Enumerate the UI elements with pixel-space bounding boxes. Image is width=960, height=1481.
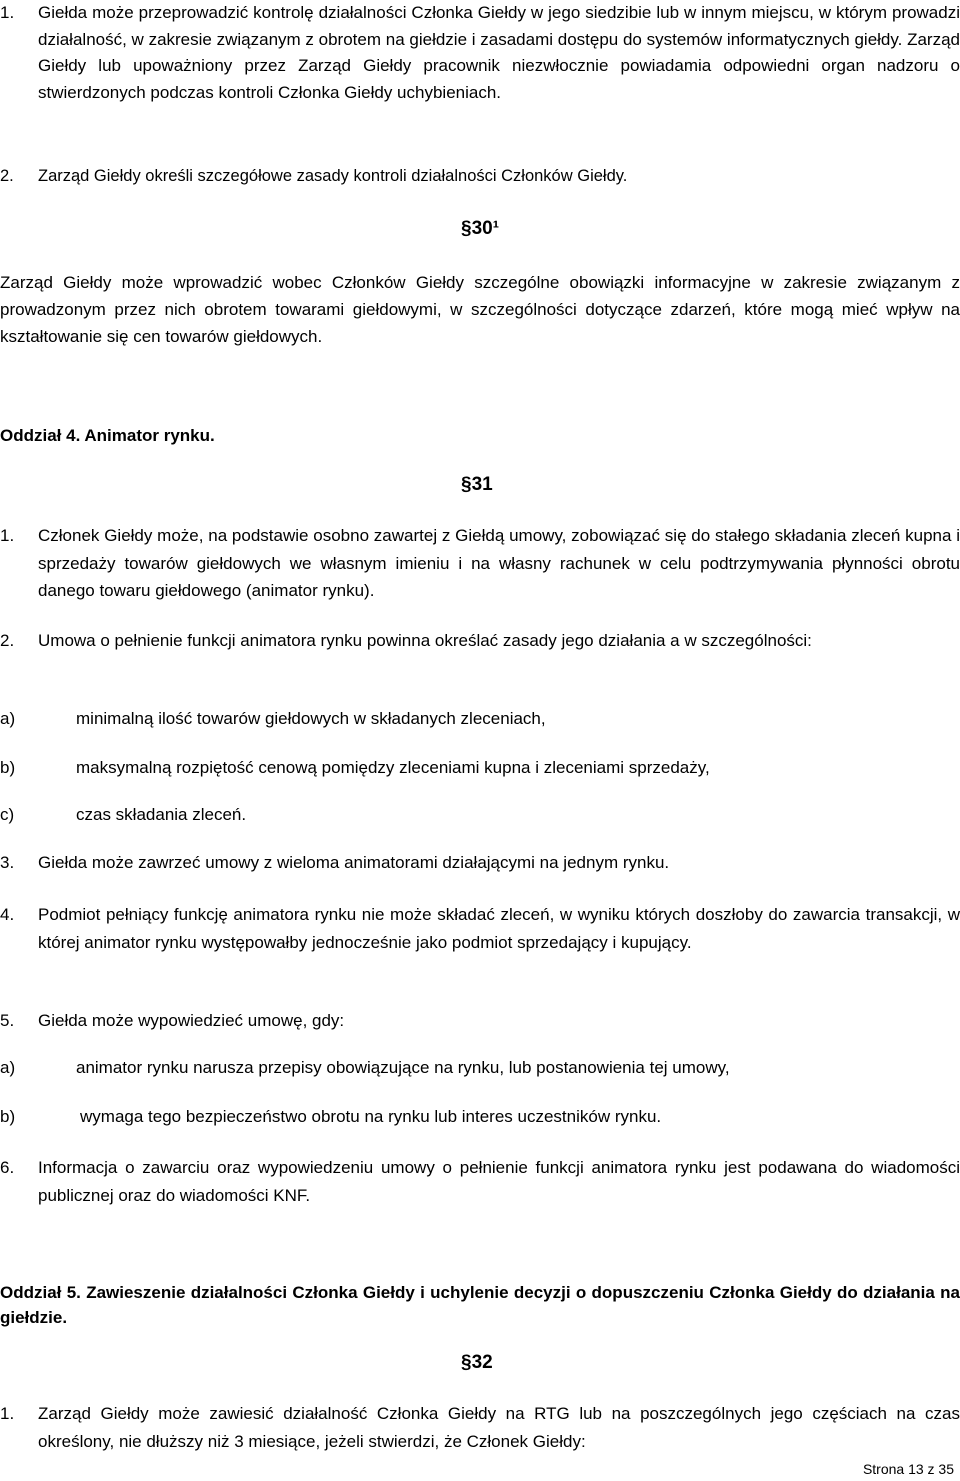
paragraph-number: 1.	[0, 3, 15, 22]
paragraph-number: 1.	[0, 526, 15, 545]
paragraph-text: Giełda może wypowiedzieć umowę, gdy:	[38, 1011, 345, 1030]
paragraph-text: Członek Giełdy może, na podstawie osobno zawartej z Giełdą umowy, zobowiązać się do stałego składania zleceń kupna i sprzedaży towarów giełdowych we własnym imieniu i na własny rachunek w celu podtrzymywania płynności obrotu danego towaru giełdowego (animator rynku).	[38, 526, 960, 600]
list-text: czas składania zleceń.	[76, 805, 247, 824]
list-letter: a)	[0, 1058, 16, 1077]
section-heading-31	[461, 474, 493, 496]
list-letter: c)	[0, 805, 15, 824]
paragraph-text: Umowa o pełnienie funkcji animatora rynku powinna określać zasady jego działania a w szczególności:	[38, 631, 812, 650]
oddzial-5-title: Zawieszenie działalności Członka Giełdy i uchylenie decyzji o dopuszczeniu Członka Giełdy do działania na giełdzie.	[0, 1283, 960, 1327]
section-mark: §	[461, 474, 472, 495]
list-text: minimalną ilość towarów giełdowych w składanych zleceniach,	[76, 709, 546, 728]
paragraph-number: 2.	[0, 167, 14, 185]
oddzial-4-heading: Oddział 4. Animator rynku.	[0, 426, 215, 445]
paragraph-text: Giełda może zawrzeć umowy z wieloma animatorami działającymi na jednym rynku.	[38, 853, 670, 872]
list-text: animator rynku narusza przepisy obowiązujące na rynku, lub postanowienia tej umowy,	[76, 1058, 730, 1077]
section-heading-30-1	[461, 218, 499, 240]
list-text: wymaga tego bezpieczeństwo obrotu na rynku lub interes uczestników rynku.	[80, 1107, 662, 1126]
paragraph-text: Giełda może przeprowadzić kontrolę działalności Członka Giełdy w jego siedzibie lub w innym miejscu, w którym prowadzi działalność, w zakresie związanym z obrotem na giełdzie i zasadami dostępu do systemów informatycznych giełdy. Zarząd Giełdy lub upoważniony przez Zarząd Giełdy pracownik niezwłocznie powiadamia odpowiedni organ nadzoru o stwierdzonych podczas kontroli Członka Giełdy uchybieniach.	[38, 3, 960, 102]
oddzial-5-label: Oddział 5.	[0, 1283, 81, 1302]
section-mark: §	[461, 218, 472, 239]
list-letter: b)	[0, 758, 16, 777]
paragraph-text: Podmiot pełniący funkcję animatora rynku nie może składać zleceń, w wyniku których doszłoby do zawarcia transakcji, w której animator rynku występowałby jednocześnie jako podmiot sprzedający i kupujący.	[38, 905, 960, 952]
paragraph-text: Zarząd Giełdy może wprowadzić wobec Członków Giełdy szczególne obowiązki informacyjne w zakresie związanym z prowadzonym przez nich obrotem towarami giełdowymi, w szczególności dotyczące zdarzeń, które mogą mieć wpływ na kształtowanie się cen towarów giełdowych.	[0, 273, 960, 346]
paragraph-text: Zarząd Giełdy określi szczegółowe zasady kontroli działalności Członków Giełdy.	[38, 167, 628, 185]
list-letter: a)	[0, 709, 16, 728]
paragraph-number: 1.	[0, 1404, 15, 1423]
oddzial-5-heading	[0, 1280, 960, 1330]
list-text: maksymalną rozpiętość cenową pomiędzy zleceniami kupna i zleceniami sprzedaży,	[76, 758, 710, 777]
paragraph-number: 4.	[0, 905, 15, 924]
page-number-footer: Strona 13 z 35	[862, 1461, 954, 1477]
section-number: 30¹	[471, 218, 500, 239]
paragraph-number: 5.	[0, 1011, 15, 1030]
paragraph-number: 2.	[0, 631, 15, 650]
paragraph-text: Zarząd Giełdy może zawiesić działalność Członka Giełdy na RTG lub na poszczególnych jego częściach na czas określony, nie dłuższy niż 3 miesiące, jeżeli stwierdzi, że Członek Giełdy:	[38, 1404, 960, 1451]
paragraph-text: Informacja o zawarciu oraz wypowiedzeniu umowy o pełnienie funkcji animatora rynku jest podawana do wiadomości publicznej oraz do wiadomości KNF.	[38, 1158, 960, 1205]
section-number: 31	[471, 474, 493, 495]
paragraph-30-1-text	[0, 269, 960, 350]
section-mark: §	[461, 1352, 472, 1373]
paragraph-number: 6.	[0, 1158, 15, 1177]
section-number: 32	[471, 1352, 493, 1373]
paragraph-number: 3.	[0, 853, 15, 872]
section-heading-32	[461, 1352, 493, 1374]
list-letter: b)	[0, 1107, 16, 1126]
